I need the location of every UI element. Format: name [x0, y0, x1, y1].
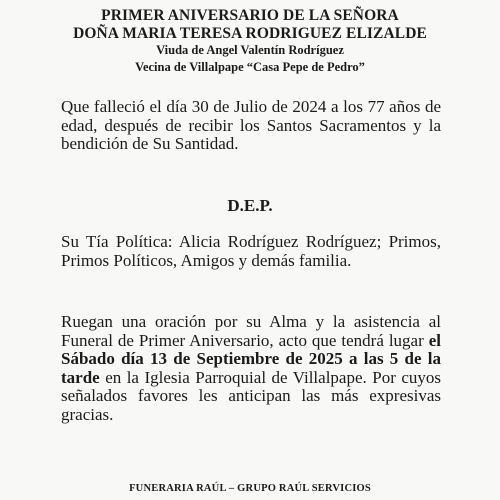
deceased-name: DOÑA MARIA TERESA RODRIGUEZ ELIZALDE — [73, 25, 427, 42]
family-paragraph: Su Tía Política: Alicia Rodríguez Rodríguez; Primos, Primos Políticos, Amigos y demás familia. — [61, 232, 441, 270]
dep-heading: D.E.P. — [227, 196, 273, 215]
invitation-text-start: Ruegan una oración por su Alma y la asistencia al Funeral de Primer Aniversario, acto que tendrá lugar — [61, 312, 441, 350]
invitation-text-end: en la Iglesia Parroquial de Villalpape. Por cuyos señalados favores les anticipan las más expresivas gracias. — [61, 367, 441, 424]
residence-line: Vecina de Villalpape “Casa Pepe de Pedro” — [135, 60, 365, 74]
widow-line: Viuda de Angel Valentín Rodríguez — [156, 43, 344, 57]
anniversary-title: PRIMER ANIVERSARIO DE LA SEÑORA — [101, 7, 399, 24]
funeral-invitation-paragraph — [61, 313, 441, 424]
funeral-date-time: el Sábado día 13 de Septiembre de 2025 a las 5 de la tarde — [61, 330, 441, 387]
death-announcement-paragraph: Que falleció el día 30 de Julio de 2024 a los 77 años de edad, después de recibir los Santos Sacramentos y la bendición de Su Santidad. — [61, 97, 441, 153]
funeral-home-footer: FUNERARIA RAÚL – GRUPO RAÚL SERVICIOS — [129, 483, 371, 494]
